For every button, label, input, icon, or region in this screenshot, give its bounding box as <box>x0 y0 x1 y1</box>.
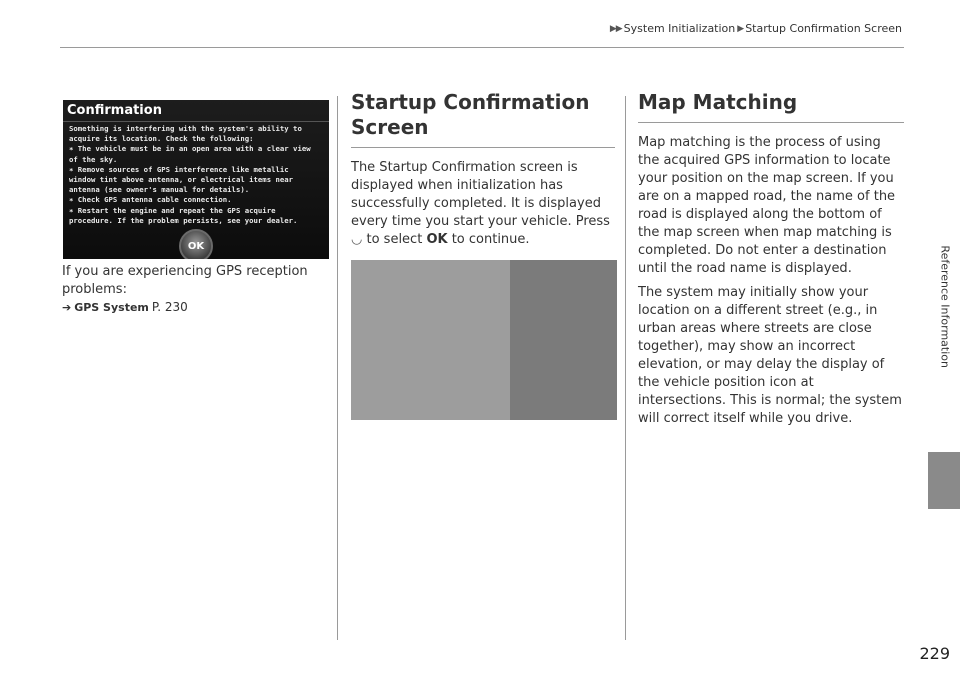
paragraph: Map matching is the process of using the acquired GPS information to locate your position on the map screen. If you are on a mapped road, the name of the road is displayed along the bottom of the map screen when map matching is completed. Do not enter a destination until the road name is displayed. <box>638 135 896 276</box>
side-tab-marker[interactable] <box>928 452 960 509</box>
confirmation-line: ∗ The vehicle must be in an open area with a clear view <box>69 144 311 154</box>
confirmation-line: window tint above antenna, or electrical items near <box>69 175 294 185</box>
map-matching-text <box>638 134 904 434</box>
column-divider-right <box>625 96 626 640</box>
confirmation-screenshot <box>63 100 329 259</box>
confirmation-title-divider <box>63 121 329 122</box>
heading-divider <box>638 122 904 123</box>
confirmation-line: procedure. If the problem persists, see your dealer. <box>69 215 298 225</box>
breadcrumb-arrow-icon: ▶▶ <box>609 23 622 34</box>
ok-button[interactable]: OK <box>179 229 213 259</box>
confirmation-line: antenna (see owner's manual for details). <box>69 185 250 195</box>
map-screen-image <box>351 260 617 420</box>
startup-confirmation-text: The Startup Confirmation screen is displayed when initialization has successfully completed. It is displayed every time you start your vehicle. Press ◡ to select OK to continue. <box>351 160 610 247</box>
section-heading-startup-confirmation: Startup Confirmation Screen <box>351 90 590 139</box>
confirmation-message <box>69 124 327 226</box>
confirmation-line: Something is interfering with the system's ability to <box>69 124 302 133</box>
map-image-right-panel <box>510 260 617 420</box>
section-heading-map-matching: Map Matching <box>638 90 798 114</box>
confirmation-line: of the sky. <box>69 154 118 164</box>
confirmation-line: ∗ Remove sources of GPS interference like metallic <box>69 164 289 174</box>
gps-system-reference[interactable] <box>62 300 188 314</box>
page-number: 229 <box>919 644 950 663</box>
breadcrumb <box>610 22 902 35</box>
breadcrumb-item-system-initialization[interactable]: System Initialization <box>623 22 736 35</box>
map-image-left-panel <box>351 260 510 420</box>
paragraph: The system may initially show your location on a different street (e.g., in urban areas where streets are close together), may show an incorrect elevation, or may delay the display of the vehicle position icon at intersections. This is normal; the system will correct itself while you drive. <box>638 285 902 426</box>
breadcrumb-arrow-icon: ▶ <box>737 23 744 34</box>
confirmation-line: acquire its location. Check the following: <box>69 134 254 144</box>
ok-word: OK <box>426 232 448 247</box>
confirmation-title: Confirmation <box>67 103 162 118</box>
breadcrumb-item-startup-confirmation[interactable]: Startup Confirmation Screen <box>745 22 902 35</box>
interface-dial-press-icon: ◡ <box>351 232 363 247</box>
reference-page[interactable]: P. 230 <box>151 300 188 314</box>
heading-divider <box>351 147 615 148</box>
reference-arrow-icon: ➔ <box>62 300 72 314</box>
reference-title[interactable]: GPS System <box>74 300 149 314</box>
gps-problem-text: If you are experiencing GPS reception problems: <box>62 264 308 297</box>
column-divider-left <box>337 96 338 640</box>
confirmation-line: ∗ Check GPS antenna cable connection. <box>69 195 232 205</box>
header-divider <box>60 47 904 48</box>
side-tab-label: Reference Information <box>939 245 952 368</box>
confirmation-line: ∗ Restart the engine and repeat the GPS acquire <box>69 205 276 215</box>
